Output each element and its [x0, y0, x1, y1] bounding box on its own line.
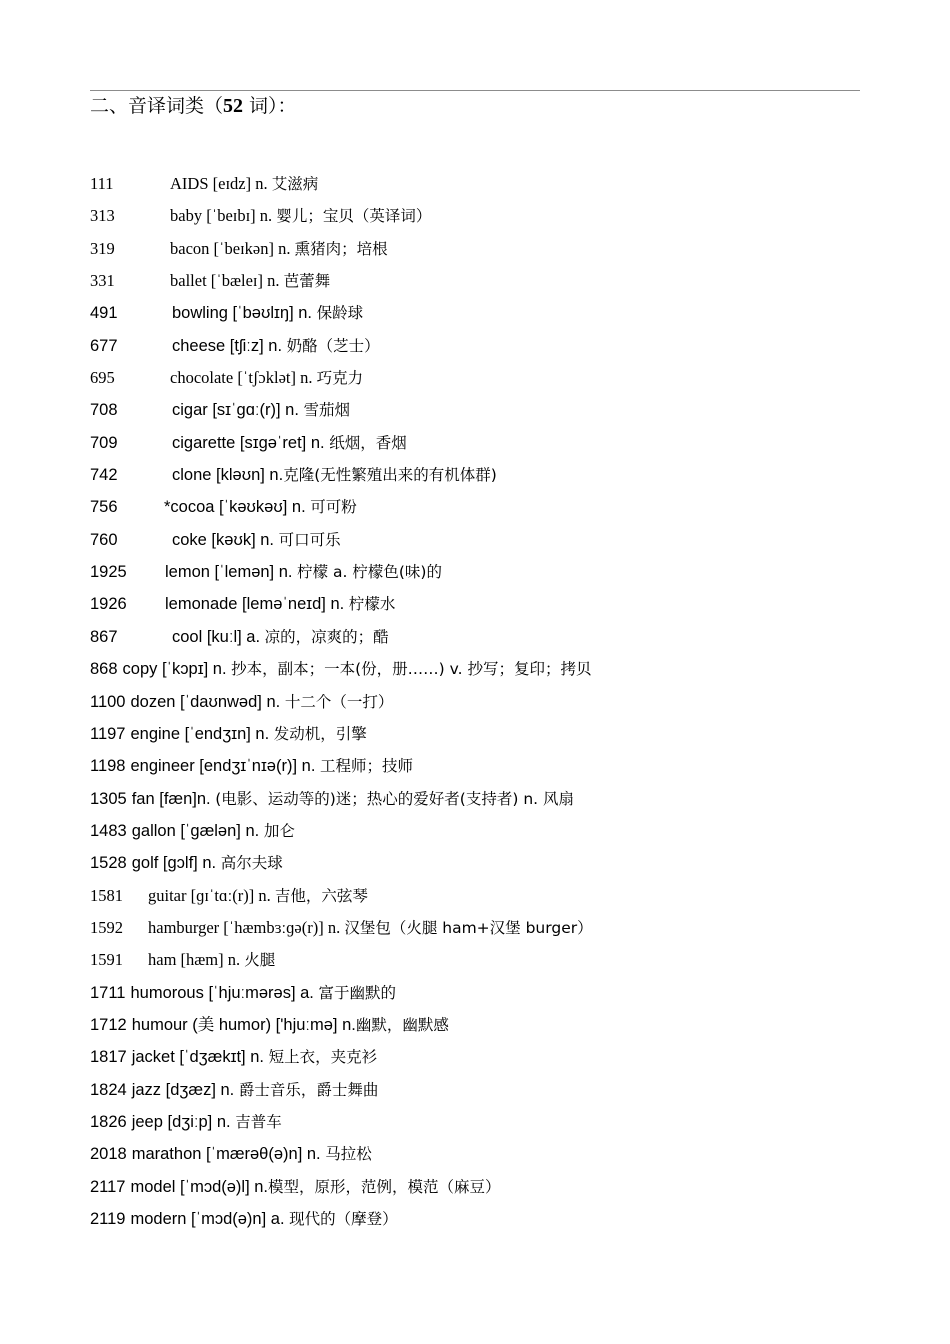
entry-word: engineer [endʒɪˈnɪə(r)] n.	[130, 757, 316, 776]
entry-meaning: 加仑	[263, 821, 295, 840]
entry-word: lemon [ˈlemən] n.	[165, 563, 293, 582]
entry-word: coke [kəʊk] n.	[172, 530, 275, 549]
entry-word: jazz [dʒæz] n.	[131, 1080, 235, 1099]
entry-number: 695	[90, 368, 115, 388]
entry-number: 1581	[90, 885, 123, 905]
entry-number: 491	[90, 304, 118, 323]
vocab-entry	[90, 494, 890, 526]
entry-word: ballet [ˈbæleɪ] n.	[170, 271, 280, 291]
vocab-entry	[90, 559, 890, 591]
entry-number: 868	[90, 660, 118, 679]
entry-number: 1483	[90, 821, 127, 840]
entry-meaning: 十二个（一打）	[284, 692, 394, 711]
entry-number: 1591	[90, 950, 123, 970]
entry-meaning: 克隆(无性繁殖出来的有机体群)	[283, 466, 497, 485]
vocab-entry	[90, 430, 890, 462]
entry-number: 2018	[90, 1145, 127, 1164]
entry-number: 1817	[90, 1048, 127, 1067]
entry-word: AIDS [eɪdz] n.	[170, 174, 268, 193]
vocab-entry	[90, 689, 890, 721]
entry-number: 677	[90, 336, 118, 355]
vocab-entry	[90, 333, 890, 365]
entry-meaning: 柠檬 a. 柠檬色(味)的	[297, 563, 442, 582]
entry-word: *cocoa [ˈkəʊkəʊ] n.	[164, 498, 306, 517]
heading-prefix: 二、音译词类（	[90, 95, 224, 117]
entry-word: jacket [ˈdʒækɪt] n.	[131, 1048, 264, 1067]
entry-number: 1712	[90, 1015, 127, 1034]
vocab-entry	[90, 1044, 890, 1076]
entry-meaning: 凉的，凉爽的；酷	[264, 627, 389, 646]
entry-number: 708	[90, 401, 118, 420]
section-heading	[90, 92, 297, 120]
vocab-entry	[90, 786, 890, 818]
entry-number: 1925	[90, 563, 127, 582]
entry-number: 1824	[90, 1080, 127, 1099]
vocabulary-list	[90, 171, 890, 1238]
vocab-entry	[90, 1174, 890, 1206]
vocab-entry	[90, 1206, 890, 1238]
entry-number: 1592	[90, 917, 123, 937]
entry-word: model [ˈmɔd(ə)l] n.	[130, 1177, 269, 1196]
entry-word: chocolate [ˈtʃɔklət] n.	[170, 368, 313, 388]
entry-word: baby [ˈbeɪbɪ] n.	[170, 206, 273, 226]
entry-meaning: 富于幽默的	[318, 983, 397, 1002]
entry-meaning: 现代的（摩登）	[289, 1210, 398, 1228]
vocab-entry	[90, 462, 890, 494]
entry-word: golf [ɡɔlf] n.	[131, 854, 217, 873]
vocab-entry	[90, 397, 890, 429]
entry-word: jeep [dʒiːp] n.	[131, 1112, 231, 1131]
entry-meaning: 工程师；技师	[320, 757, 414, 776]
entry-number: 319	[90, 238, 115, 258]
entry-word: engine [ˈendʒɪn] n.	[130, 724, 270, 743]
entry-word: bacon [ˈbeɪkən] n.	[170, 238, 291, 258]
vocab-entry	[90, 947, 890, 979]
entry-word: clone [kləʊn] n.	[172, 466, 284, 485]
entry-meaning: 芭蕾舞	[283, 272, 331, 291]
vocab-entry	[90, 1141, 890, 1173]
vocab-entry	[90, 300, 890, 332]
vocab-entry	[90, 268, 890, 300]
heading-suffix: 词）：	[243, 95, 297, 117]
entry-meaning: 模型，原形，范例，模范（麻豆）	[268, 1177, 501, 1196]
vocab-entry	[90, 915, 890, 947]
entry-word: cigar [sɪˈɡɑː(r)] n.	[172, 401, 299, 420]
entry-number: 742	[90, 466, 118, 485]
entry-meaning: 艾滋病	[271, 175, 319, 193]
entry-meaning: 爵士音乐，爵士舞曲	[238, 1080, 379, 1099]
entry-number: 1100	[90, 692, 126, 711]
entry-meaning: (电影、运动等的)迷；热心的爱好者(支持者) n. 风扇	[215, 789, 574, 808]
vocab-entry	[90, 1012, 890, 1044]
entry-meaning: 吉普车	[235, 1112, 282, 1131]
entry-number: 2119	[90, 1210, 126, 1228]
vocab-entry	[90, 980, 890, 1012]
entry-word: hamburger [ˈhæmbɜːɡə(r)] n.	[148, 917, 341, 937]
entry-meaning: 幽默，幽默感	[355, 1015, 449, 1034]
entry-meaning: 保龄球	[316, 304, 364, 323]
vocab-entry	[90, 656, 890, 688]
vocab-entry	[90, 591, 890, 623]
entry-meaning: 柠檬水	[348, 595, 396, 614]
entry-number: 867	[90, 627, 118, 646]
vocab-entry	[90, 1077, 890, 1109]
entry-number: 1826	[90, 1112, 127, 1131]
vocab-entry	[90, 527, 890, 559]
entry-number: 760	[90, 530, 118, 549]
vocab-entry	[90, 236, 890, 268]
entry-word: dozen [ˈdaʊnwəd] n.	[130, 692, 281, 711]
heading-count: 52	[223, 95, 244, 117]
entry-meaning: 汉堡包（火腿 ham+汉堡 burger）	[344, 918, 593, 937]
vocab-entry	[90, 850, 890, 882]
entry-number: 331	[90, 271, 115, 291]
vocab-entry	[90, 753, 890, 785]
entry-word: copy [ˈkɔpɪ] n.	[122, 660, 227, 679]
vocab-entry	[90, 171, 890, 203]
entry-number: 313	[90, 206, 115, 226]
entry-meaning: 婴儿；宝贝（英译词）	[276, 207, 432, 226]
entry-meaning: 熏猪肉；培根	[294, 239, 388, 258]
entry-number: 756	[90, 498, 118, 517]
entry-meaning: 雪茄烟	[303, 401, 351, 420]
entry-number: 709	[90, 433, 118, 452]
entry-number: 1305	[90, 789, 127, 808]
entry-meaning: 火腿	[244, 951, 276, 970]
entry-word: gallon [ˈɡælən] n.	[131, 821, 260, 840]
entry-number: 111	[90, 174, 114, 193]
entry-number: 1711	[90, 983, 126, 1002]
entry-word: cheese [tʃiːz] n.	[172, 336, 283, 355]
entry-number: 1197	[90, 724, 126, 743]
entry-meaning: 发动机，引擎	[273, 724, 367, 743]
entry-word: guitar [ɡɪˈtɑː(r)] n.	[148, 885, 271, 905]
entry-meaning: 短上衣，夹克衫	[268, 1048, 378, 1067]
entry-meaning: 奶酪（芝士）	[286, 336, 380, 355]
entry-word: humorous [ˈhjuːmərəs] a.	[130, 983, 314, 1002]
top-rule	[90, 90, 860, 91]
vocab-entry	[90, 883, 890, 915]
entry-number: 1528	[90, 854, 127, 873]
entry-meaning: 纸烟，香烟	[329, 433, 407, 452]
entry-number: 1198	[90, 757, 126, 776]
entry-meaning: 抄本，副本；一本(份，册……) v. 抄写；复印；拷贝	[231, 660, 592, 679]
entry-meaning: 巧克力	[316, 369, 364, 388]
entry-word: cool [kuːl] a.	[172, 627, 261, 646]
vocab-entry	[90, 203, 890, 235]
vocab-entry	[90, 365, 890, 397]
vocab-entry	[90, 624, 890, 656]
entry-meaning: 可可粉	[310, 498, 357, 517]
vocab-entry	[90, 721, 890, 753]
entry-word: fan [fæn]n.	[131, 789, 211, 808]
entry-word: modern [ˈmɔd(ə)n] a.	[130, 1210, 285, 1228]
entry-meaning: 吉他，六弦琴	[274, 886, 368, 905]
entry-word: humour (美 humor) ['hjuːmə] n.	[131, 1015, 356, 1034]
entry-meaning: 马拉松	[325, 1145, 372, 1164]
entry-number: 1926	[90, 595, 127, 614]
entry-word: bowling [ˈbəʊlɪŋ] n.	[172, 304, 312, 323]
entry-word: lemonade [leməˈneɪd] n.	[165, 595, 345, 614]
vocab-entry	[90, 1109, 890, 1141]
vocab-entry	[90, 818, 890, 850]
entry-word: marathon [ˈmærəθ(ə)n] n.	[131, 1145, 321, 1164]
entry-word: cigarette [sɪɡəˈret] n.	[172, 433, 325, 452]
entry-meaning: 可口可乐	[278, 530, 341, 549]
entry-meaning: 高尔夫球	[220, 854, 283, 873]
entry-number: 2117	[90, 1177, 126, 1196]
entry-word: ham [hæm] n.	[148, 950, 241, 970]
